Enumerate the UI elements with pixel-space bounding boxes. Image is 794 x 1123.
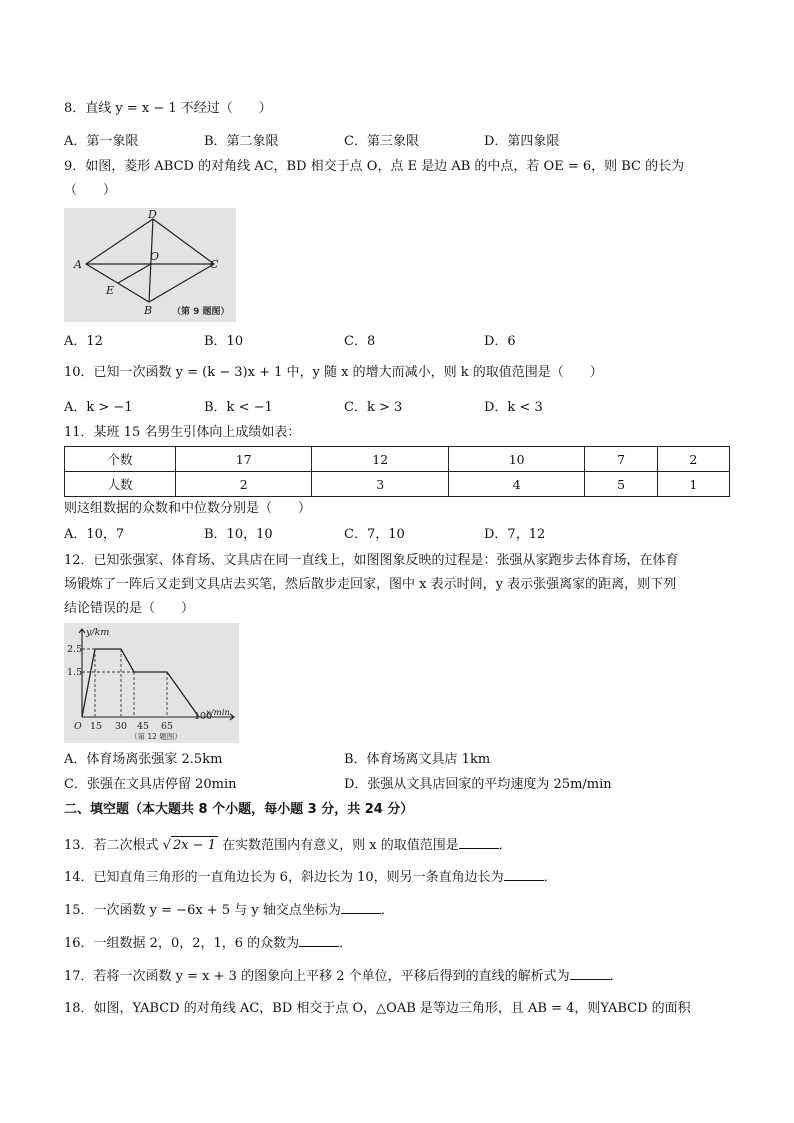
q12-option-d: D．张强从文具店回家的平均速度为 25m/min: [344, 777, 612, 792]
q14-line: [64, 868, 557, 887]
table-cell: 17: [176, 447, 312, 472]
q10-option-a: A．k > −1: [64, 400, 133, 415]
q9-option-a: A．12: [64, 334, 103, 349]
q17-answer-blank: [570, 967, 610, 980]
q12-option-b: B．体育场离文具店 1km: [344, 752, 491, 767]
q11-score-table: [64, 446, 730, 497]
q18-text: 18．如图，YABCD 的对角线 AC，BD 相交于点 O，△OAB 是等边三角形，且 AB = 4，则YABCD 的面积: [64, 1001, 691, 1016]
q9-rhombus-diagram: [64, 208, 236, 322]
q14-text: 14．已知直角三角形的一直角边长为 6，斜边长为 10，则另一条直角边长为: [64, 870, 504, 885]
q9-figure-caption: （第 9 题图）: [172, 307, 230, 317]
q15-line: [64, 901, 394, 920]
table-cell: 10: [448, 447, 584, 472]
table-cell: 个数: [65, 447, 176, 472]
table-cell: 2: [657, 447, 729, 472]
q17-line: [64, 967, 623, 986]
q11-option-d: D．7，12: [484, 527, 546, 542]
label-b: B: [144, 304, 153, 317]
q11-after-text: 则这组数据的众数和中位数分别是（ ）: [64, 501, 312, 516]
q11-option-b: B．10，10: [204, 527, 273, 542]
q9-stem-line1: 9．如图，菱形 ABCD 的对角线 AC，BD 相交于点 O，点 E 是边 AB 的中点，若 OE = 6，则 BC 的长为: [64, 159, 685, 174]
q12-stem-line3: 结论错误的是（ ）: [64, 601, 195, 616]
q8-stem: 8．直线 y = x − 1 不经过（ ）: [64, 101, 272, 116]
q8-option-c: C．第三象限: [344, 134, 419, 149]
table-cell: 7: [585, 447, 657, 472]
q14-answer-blank: [504, 868, 544, 881]
table-cell: 5: [585, 472, 657, 497]
q12-option-c: C．张强在文具店停留 20min: [64, 777, 237, 792]
q12-stem-line1: 12．已知张强家、体育场、文具店在同一直线上，如图图象反映的过程是：张强从家跑步去体育场，在体育: [64, 553, 679, 568]
table-row: [65, 447, 730, 472]
q13-radicand: 2x − 1: [172, 838, 217, 853]
label-d: D: [148, 208, 157, 221]
q8-option-a: A．第一象限: [64, 134, 139, 149]
label-e: E: [106, 284, 115, 297]
q16-text: 16．一组数据 2，0，2，1，6 的众数为: [64, 936, 300, 951]
table-row: [65, 472, 730, 497]
distance-polyline: [82, 649, 199, 717]
q10-option-d: D．k < 3: [484, 400, 543, 415]
q17-text: 17．若将一次函数 y = x + 3 的图象向上平移 2 个单位，平移后得到的直线的解析式为: [64, 969, 570, 984]
q15-text: 15．一次函数 y = −6x + 5 与 y 轴交点坐标为: [64, 903, 341, 918]
x-tick-30: 30: [115, 721, 128, 732]
q9-rhombus-figure: [64, 208, 236, 322]
q12-graph-figure: [64, 623, 239, 743]
q9-option-d: D．6: [484, 334, 516, 349]
table-cell: 人数: [65, 472, 176, 497]
x-axis-label: x/min: [206, 708, 230, 718]
table-cell: 12: [312, 447, 448, 472]
q15-answer-blank: [341, 901, 381, 914]
x-tick-100: 100: [194, 711, 213, 722]
q10-stem: 10．已知一次函数 y = (k − 3)x + 1 中，y 随 x 的增大而减小，则 k 的取值范围是（ ）: [64, 365, 603, 380]
q16-end: ．: [339, 936, 353, 951]
x-tick-65: 65: [161, 721, 174, 732]
y-axis-label: y/km: [86, 627, 110, 638]
section-2-heading: 二、填空题（本大题共 8 个小题，每小题 3 分，共 24 分）: [64, 802, 414, 817]
q9-stem-line2: （ ）: [64, 183, 117, 198]
x-tick-15: 15: [90, 721, 103, 732]
q10-option-b: B．k < −1: [204, 400, 273, 415]
segment-oe: [118, 264, 151, 283]
q12-stem-line2: 场锻炼了一阵后又走到文具店去买笔，然后散步走回家，图中 x 表示时间，y 表示张强离家的距离，则下列: [64, 577, 677, 592]
q10-option-c: C．k > 3: [344, 400, 403, 415]
q8-option-b: B．第二象限: [204, 134, 279, 149]
q13-answer-blank: [459, 836, 499, 849]
q13-end: ．: [498, 838, 512, 853]
q16-answer-blank: [299, 934, 339, 947]
q11-option-a: A．10，7: [64, 527, 125, 542]
label-c: C: [210, 258, 219, 271]
q9-option-c: C．8: [344, 334, 376, 349]
q8-option-d: D．第四象限: [484, 134, 560, 149]
q9-option-b: B．10: [204, 334, 244, 349]
y-tick-2-5: 2.5: [67, 644, 83, 655]
table-cell: 1: [657, 472, 729, 497]
q13-text: 在实数范围内有意义，则 x 的取值范围是: [222, 838, 459, 853]
q16-line: [64, 934, 352, 953]
radical-sign: √: [162, 838, 171, 853]
q11-stem: 11．某班 15 名男生引体向上成绩如表：: [64, 425, 301, 440]
label-o: O: [150, 250, 160, 263]
q17-end: ．: [609, 969, 623, 984]
y-tick-1-5: 1.5: [67, 667, 83, 678]
origin-label: O: [74, 721, 82, 732]
q15-end: ．: [380, 903, 394, 918]
table-cell: 4: [448, 472, 584, 497]
table-cell: 2: [176, 472, 312, 497]
q13-prefix: 13．若二次根式: [64, 838, 159, 853]
table-cell: 3: [312, 472, 448, 497]
label-a: A: [74, 258, 82, 271]
q12-option-a: A．体育场离张强家 2.5km: [64, 752, 223, 767]
q12-figure-caption: （第 12 题图）: [130, 732, 182, 741]
q11-option-c: C．7，10: [344, 527, 405, 542]
q13-line: [64, 836, 512, 855]
q12-distance-time-graph: [64, 623, 239, 743]
x-tick-45: 45: [137, 721, 150, 732]
q14-end: ．: [543, 870, 557, 885]
